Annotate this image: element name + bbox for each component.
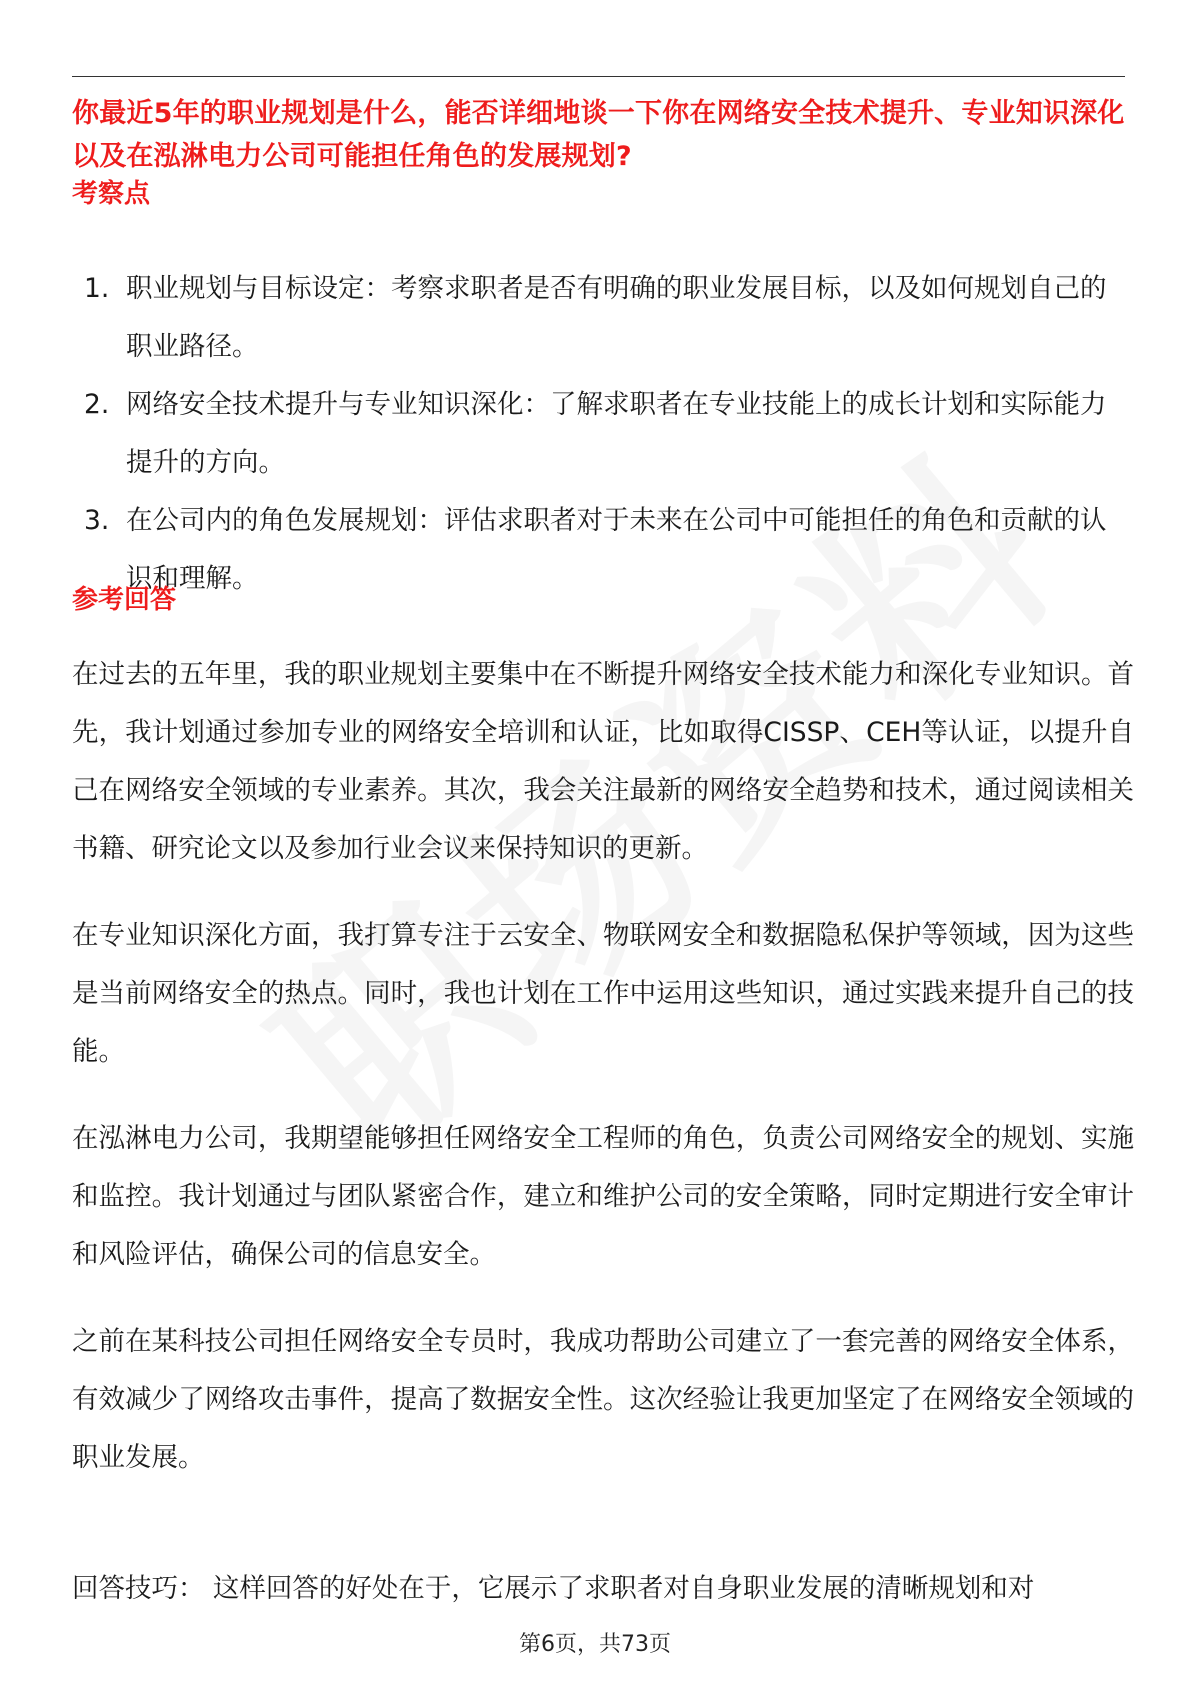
assessment-item-text: 网络安全技术提升与专业知识深化：了解求职者在专业技能上的成长计划和实际能力提升的方向。 — [126, 389, 1107, 478]
assessment-item-number: 2. — [84, 389, 110, 420]
answer-paragraph: 之前在某科技公司担任网络安全专员时，我成功帮助公司建立了一套完善的网络安全体系，有效减少了网络攻击事件，提高了数据安全性。这次经验让我更加坚定了在网络安全领域的职业发展。 — [72, 1326, 1134, 1473]
answer-body — [72, 646, 1134, 1516]
assessment-item-number: 3. — [84, 505, 110, 536]
answer-paragraph: 在过去的五年里，我的职业规划主要集中在不断提升网络安全技术能力和深化专业知识。首先，我计划通过参加专业的网络安全培训和认证，比如取得CISSP、CEH等认证，以提升自己在网络安全领域的专业素养。其次，我会关注最新的网络安全趋势和技术，通过阅读相关书籍、研究论文以及参加行业会议来保持知识的更新。 — [72, 659, 1134, 864]
answer-paragraph: 在泓淋电力公司，我期望能够担任网络安全工程师的角色，负责公司网络安全的规划、实施和监控。我计划通过与团队紧密合作，建立和维护公司的安全策略，同时定期进行安全审计和风险评估，确保公司的信息安全。 — [72, 1123, 1134, 1270]
question-heading: 你最近5年的职业规划是什么，能否详细地谈一下你在网络安全技术提升、专业知识深化以及在泓淋电力公司可能担任角色的发展规划? — [72, 98, 1125, 172]
assessment-item — [72, 260, 1132, 376]
answer-tip: 回答技巧： 这样回答的好处在于，它展示了求职者对自身职业发展的清晰规划和对 — [72, 1573, 1035, 1604]
assessment-item-number: 1. — [84, 273, 110, 304]
assessment-title: 考察点 — [72, 179, 151, 209]
assessment-item-text: 在公司内的角色发展规划：评估求职者对于未来在公司中可能担任的角色和贡献的认识和理解。 — [126, 505, 1107, 594]
assessment-item-text: 职业规划与目标设定：考察求职者是否有明确的职业发展目标，以及如何规划自己的职业路径。 — [126, 273, 1107, 362]
assessment-item — [72, 376, 1132, 492]
assessment-item — [72, 492, 1132, 608]
answer-title: 参考回答 — [72, 585, 177, 615]
assessment-list — [72, 260, 1132, 608]
answer-paragraph: 在专业知识深化方面，我打算专注于云安全、物联网安全和数据隐私保护等领域，因为这些是当前网络安全的热点。同时，我也计划在工作中运用这些知识，通过实践来提升自己的技能。 — [72, 920, 1134, 1067]
page-number: 第6页，共73页 — [519, 1632, 671, 1657]
top-divider — [72, 76, 1125, 77]
